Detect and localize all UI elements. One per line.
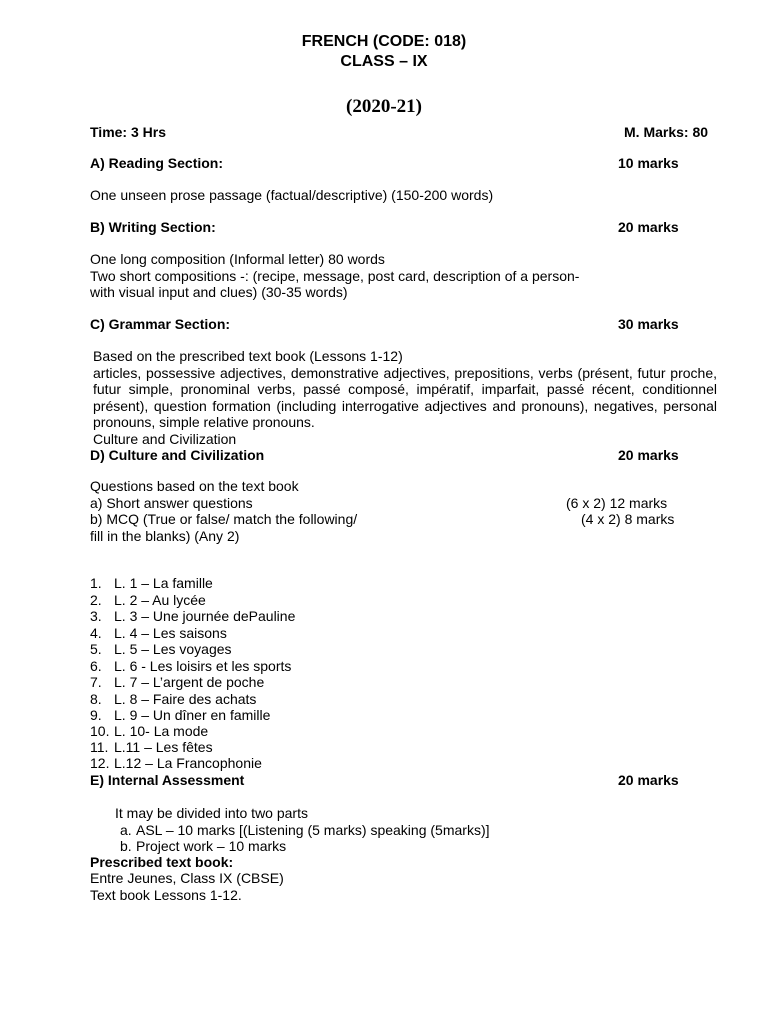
section-d-item-b-cont: fill in the blanks) (Any 2): [90, 528, 240, 544]
section-a-heading: A) Reading Section:: [90, 155, 224, 171]
list-item-number: 4.: [90, 625, 102, 641]
list-item-text: L. 2 – Au lycée: [114, 592, 206, 608]
section-e-heading: E) Internal Assessment: [90, 772, 245, 788]
section-d-marks: 20 marks: [618, 447, 679, 463]
section-b-line: Two short compositions -: (recipe, message, post card, description of a person-: [90, 268, 580, 284]
list-item-number: 6.: [90, 658, 102, 674]
section-b-line: with visual input and clues) (30-35 words): [90, 284, 348, 300]
list-item-number: 8.: [90, 691, 102, 707]
list-item-text: L. 5 – Les voyages: [114, 641, 232, 657]
time-label: Time: 3 Hrs: [90, 124, 166, 140]
section-d-heading: D) Culture and Civilization: [90, 447, 265, 463]
list-item-text: L. 1 – La famille: [114, 575, 213, 591]
list-item-text: L. 9 – Un dîner en famille: [114, 707, 271, 723]
section-e-intro: It may be divided into two parts: [115, 805, 308, 821]
list-item-text: L. 8 – Faire des achats: [114, 691, 257, 707]
section-c-line: pronouns, simple relative pronouns.: [93, 414, 315, 430]
max-marks-label: M. Marks: 80: [624, 124, 709, 140]
textbook-line: Entre Jeunes, Class IX (CBSE): [90, 870, 284, 886]
list-item-text: ASL – 10 marks [(Listening (5 marks) speaking (5marks)]: [136, 822, 490, 838]
class-label: CLASS – IX: [340, 53, 428, 70]
section-c-line: Based on the prescribed text book (Lessons 1-12): [93, 348, 403, 364]
document-title: FRENCH (CODE: 018): [301, 33, 467, 50]
section-a-marks: 10 marks: [618, 155, 679, 171]
list-item-text: L.11 – Les fêtes: [114, 739, 213, 755]
list-item-text: L. 4 – Les saisons: [114, 625, 227, 641]
section-d-item-b-marks: (4 x 2) 8 marks: [581, 511, 675, 527]
list-item-text: L. 7 – L’argent de poche: [114, 674, 265, 690]
section-b-marks: 20 marks: [618, 219, 679, 235]
list-item-marker: a.: [120, 822, 132, 838]
section-b-heading: B) Writing Section:: [90, 219, 216, 235]
list-item-number: 2.: [90, 592, 102, 608]
section-d-intro: Questions based on the text book: [90, 478, 299, 494]
section-d-item-b: b) MCQ (True or false/ match the following/: [90, 511, 358, 527]
list-item-text: L.12 – La Francophonie: [114, 755, 262, 771]
list-item-number: 9.: [90, 707, 102, 723]
list-item-text: L. 3 – Une journée dePauline: [114, 608, 296, 624]
section-d-item-a-marks: (6 x 2) 12 marks: [566, 495, 668, 511]
list-item-number: 1.: [90, 575, 102, 591]
list-item-number: 3.: [90, 608, 102, 624]
textbook-heading: Prescribed text book:: [90, 854, 234, 870]
section-b-line: One long composition (Informal letter) 80 words: [90, 251, 385, 267]
section-c-line: articles, possessive adjectives, demonstrative adjectives, prepositions, verbs (présent, futur proche,: [93, 365, 717, 381]
section-c-line: futur simple, pronominal verbs, passé composé, impératif, imparfait, passé récent, conditionnel: [93, 381, 717, 397]
list-item-text: L. 10- La mode: [114, 723, 209, 739]
section-c-line: Culture and Civilization: [93, 431, 237, 447]
list-item-number: 10.: [90, 723, 110, 739]
textbook-line: Text book Lessons 1-12.: [90, 887, 242, 903]
list-item-number: 5.: [90, 641, 102, 657]
list-item-text: Project work – 10 marks: [136, 838, 287, 854]
section-d-item-a: a) Short answer questions: [90, 495, 253, 511]
list-item-number: 12.: [90, 755, 110, 771]
section-c-marks: 30 marks: [618, 316, 679, 332]
list-item-number: 7.: [90, 674, 102, 690]
section-c-line: présent), question formation (including interrogative adjectives and pronouns), negatives, personal: [93, 398, 717, 414]
section-e-marks: 20 marks: [618, 772, 679, 788]
section-c-heading: C) Grammar Section:: [90, 316, 231, 332]
session-year: (2020-21): [346, 96, 422, 117]
list-item-text: L. 6 - Les loisirs et les sports: [114, 658, 292, 674]
list-item-number: 11.: [90, 739, 109, 755]
list-item-marker: b.: [120, 838, 132, 854]
section-a-text: One unseen prose passage (factual/descriptive) (150-200 words): [90, 187, 494, 203]
